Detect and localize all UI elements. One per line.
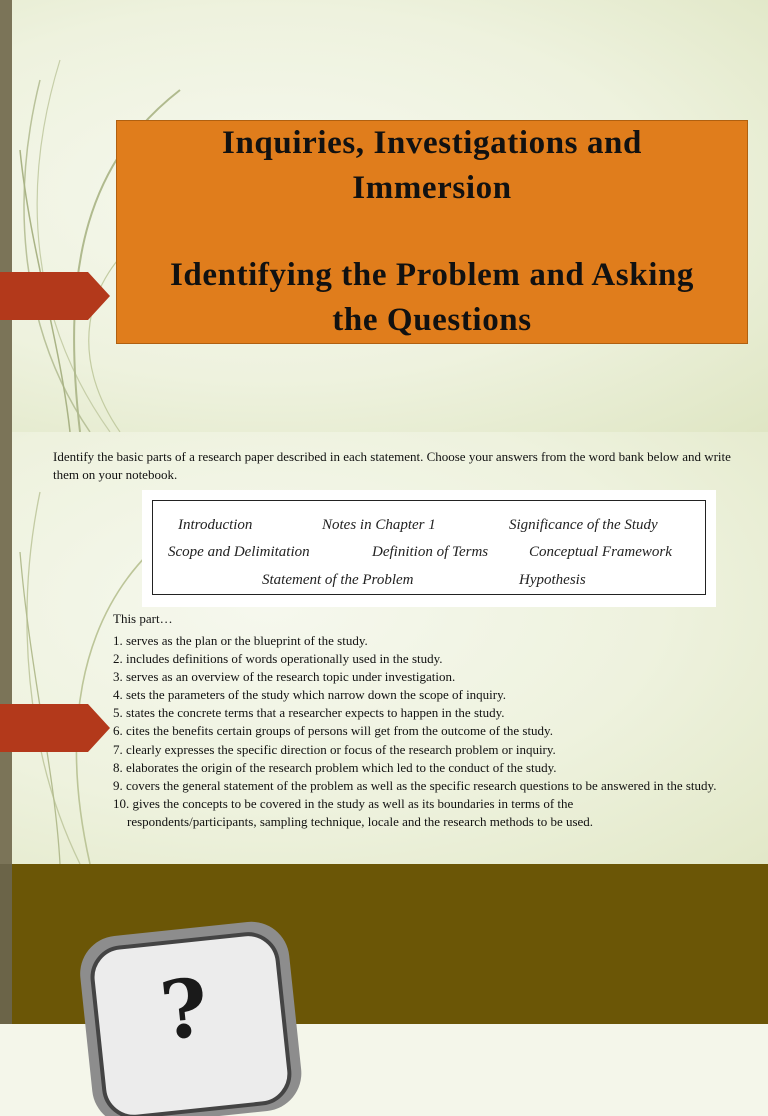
title-box: [116, 120, 748, 344]
svg-text:?: ?: [155, 959, 213, 1059]
list-item: 4. sets the parameters of the study which narrow down the scope of inquiry.: [113, 687, 507, 703]
arrow-tab-icon: [0, 704, 110, 752]
list-item: 9. covers the general statement of the problem as well as the specific research questions to be answered in the study.: [113, 777, 717, 793]
list-item: 2. includes definitions of words operationally used in the study.: [113, 651, 443, 667]
title-slide: [0, 0, 768, 432]
word-bank-item: Significance of the Study: [509, 517, 658, 533]
word-bank-item: Notes in Chapter 1: [322, 517, 436, 533]
list-item: 8. elaborates the origin of the research problem which led to the conduct of the study.: [113, 759, 557, 775]
list-lead: This part…: [113, 611, 173, 626]
word-bank-panel: [142, 490, 716, 607]
title-line-2: Immersion: [352, 170, 512, 206]
word-bank-item: Hypothesis: [519, 572, 586, 588]
subtitle-line-2: the Questions: [332, 302, 532, 338]
list-item: respondents/participants, sampling technique, locale and the research methods to be used.: [127, 813, 594, 829]
list-item: 6. cites the benefits certain groups of persons will get from the outcome of the study.: [113, 723, 553, 739]
list-item: 10. gives the concepts to be covered in the study as well as its boundaries in terms of the: [113, 795, 574, 811]
word-bank-item: Introduction: [178, 517, 253, 533]
word-bank-item: Definition of Terms: [372, 544, 489, 560]
word-bank-item: Scope and Delimitation: [168, 544, 310, 560]
arrow-tab-icon: [0, 272, 110, 320]
slide-left-bar: [0, 864, 12, 1024]
title-line-1: Inquiries, Investigations and: [222, 125, 642, 161]
word-bank-item: Statement of the Problem: [262, 572, 414, 588]
list-item: 5. states the concrete terms that a researcher expects to happen in the study.: [113, 705, 505, 721]
subtitle-line-1: Identifying the Problem and Asking: [169, 257, 695, 293]
instructions: Identify the basic parts of a research paper described in each statement. Choose your answers from the word bank below and write them on your notebook.: [53, 449, 731, 482]
word-bank-item: Conceptual Framework: [529, 544, 672, 560]
list-item: 3. serves as an overview of the research topic under investigation.: [113, 669, 456, 685]
statement-list: [113, 632, 743, 831]
list-item: 1. serves as the plan or the blueprint of the study.: [113, 633, 368, 648]
question-mark-icon: [75, 916, 315, 1116]
word-bank: [152, 500, 706, 595]
list-item: 7. clearly expresses the specific direction or focus of the research problem or inquiry.: [113, 741, 556, 757]
